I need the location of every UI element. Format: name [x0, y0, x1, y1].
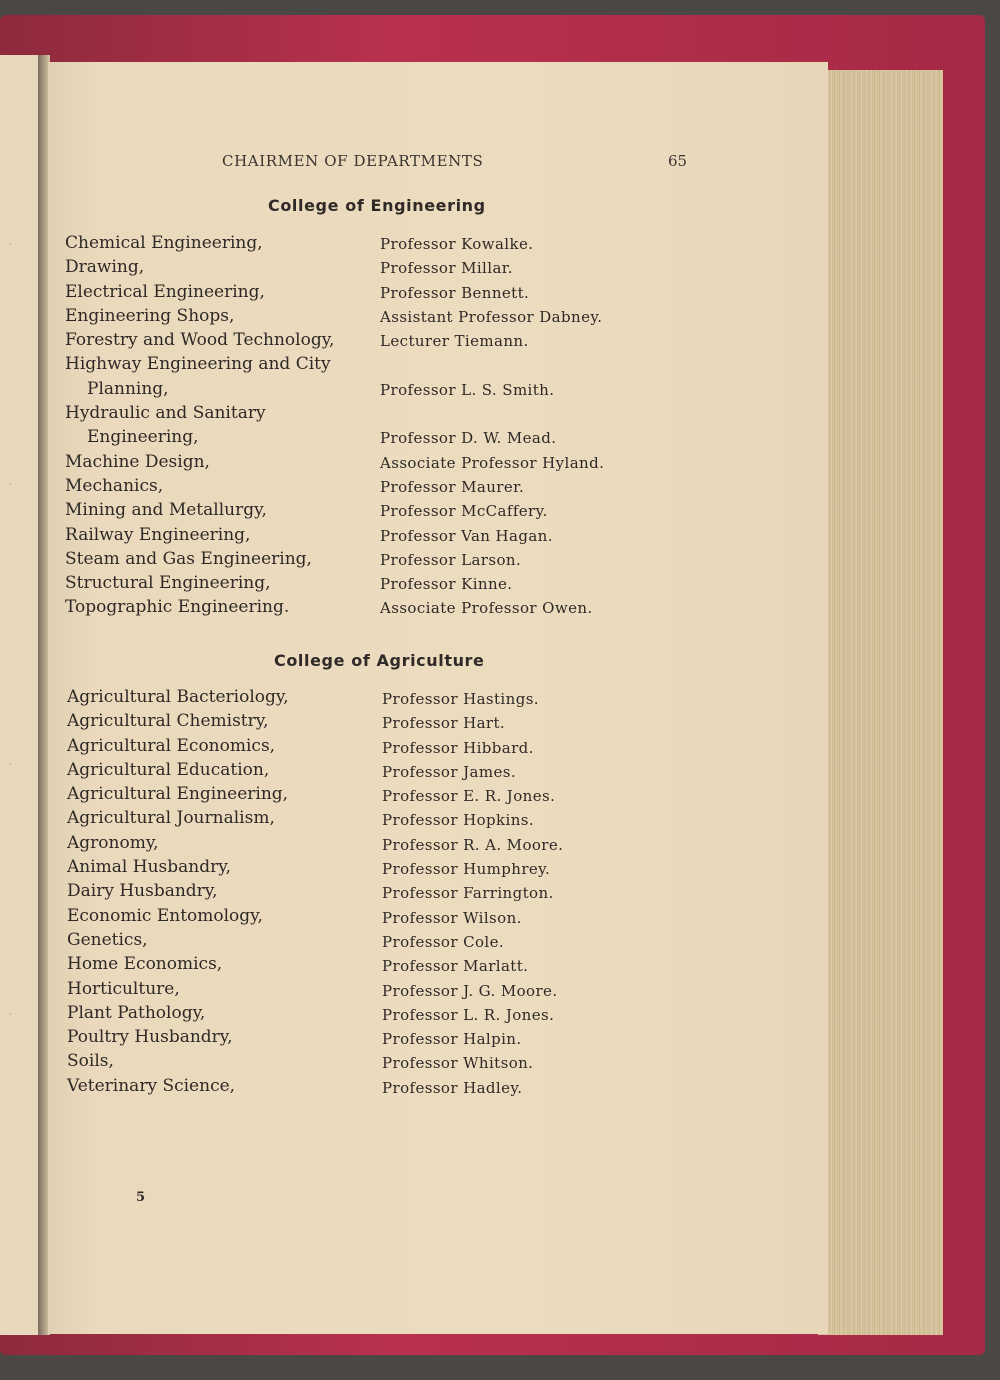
chairman-item: Professor Hibbard.: [382, 738, 534, 757]
chairman-item: Professor James.: [382, 762, 517, 781]
department-item: Dairy Husbandry,: [67, 881, 218, 902]
department-item: Electrical Engineering,: [65, 281, 265, 302]
section-title-engineering: College of Engineering: [268, 196, 486, 215]
department-item: Engineering Shops,: [65, 305, 235, 326]
engineering-departments: [65, 231, 334, 620]
chairman-item: Professor J. G. Moore.: [382, 981, 558, 1000]
department-item: Horticulture,: [67, 978, 180, 999]
chairman-item: Professor D. W. Mead.: [380, 429, 557, 448]
chairman-item: Professor Farrington.: [382, 884, 554, 903]
department-item: Agricultural Chemistry,: [67, 711, 269, 732]
department-item: Railway Engineering,: [65, 524, 251, 545]
department-item: Steam and Gas Engineering,: [65, 548, 312, 569]
department-item: Soils,: [67, 1051, 114, 1072]
running-head: CHAIRMEN OF DEPARTMENTS: [222, 152, 484, 170]
department-item: Mining and Metallurgy,: [65, 500, 267, 521]
chairman-item: Professor Van Hagan.: [380, 526, 553, 545]
chairman-item: Professor Kowalke.: [380, 235, 534, 253]
chairman-item: Professor L. S. Smith.: [380, 380, 555, 399]
department-item: Plant Pathology,: [67, 1002, 206, 1023]
department-item: Agricultural Economics,: [67, 735, 276, 756]
department-item: Machine Design,: [65, 451, 210, 472]
chairman-item: Professor Cole.: [382, 932, 505, 951]
chairman-item: Professor R. A. Moore.: [382, 835, 564, 854]
department-item: Chemical Engineering,: [65, 233, 263, 253]
chairman-item: Associate Professor Hyland.: [380, 453, 605, 472]
department-item: Agricultural Bacteriology,: [67, 687, 289, 707]
section-title-agriculture: College of Agriculture: [274, 651, 485, 670]
department-item: Animal Husbandry,: [67, 857, 231, 878]
chairman-item: Professor McCaffery.: [380, 502, 548, 521]
chairman-item: Professor L. R. Jones.: [382, 1005, 555, 1024]
chairman-item: Professor Hadley.: [382, 1078, 523, 1097]
chairman-item: Professor Hart.: [382, 714, 506, 733]
department-item: Forestry and Wood Technology,: [65, 330, 335, 351]
chairman-item: Lecturer Tiemann.: [380, 332, 529, 351]
chairman-item: Professor Bennett.: [380, 283, 530, 302]
chairman-item: Professor Hastings.: [382, 690, 539, 708]
department-item: Mechanics,: [65, 475, 164, 496]
department-item: Topographic Engineering.: [65, 597, 290, 618]
signature-mark: 5: [136, 1190, 146, 1205]
department-item: Veterinary Science,: [67, 1075, 236, 1096]
department-item: Highway Engineering and City: [65, 354, 331, 375]
department-item: Economic Entomology,: [67, 905, 263, 926]
engineering-chairmen: [380, 232, 604, 621]
chairman-item: Professor Wilson.: [382, 908, 522, 927]
agriculture-chairmen: [382, 687, 563, 1100]
department-item: Structural Engineering,: [65, 573, 271, 594]
chairman-item: Professor Larson.: [380, 550, 522, 569]
chairman-item: Professor Halpin.: [382, 1030, 522, 1049]
page-number: 65: [668, 152, 688, 170]
department-item: Agronomy,: [67, 832, 159, 853]
department-item: Agricultural Education,: [67, 759, 270, 780]
chairman-item: Professor Humphrey.: [382, 860, 551, 879]
chairman-item: Professor Marlatt.: [382, 957, 529, 976]
chairman-item: Professor E. R. Jones.: [382, 787, 556, 806]
department-item: Poultry Husbandry,: [67, 1027, 233, 1048]
page-fore-edge: [818, 70, 943, 1335]
agriculture-departments: [67, 685, 289, 1098]
chairman-item: Associate Professor Owen.: [380, 599, 593, 618]
department-item: Engineering,: [87, 427, 199, 448]
department-item: Home Economics,: [67, 954, 223, 975]
chairman-item: Assistant Professor Dabney.: [380, 307, 603, 326]
department-item: Genetics,: [67, 929, 148, 950]
department-item: Agricultural Engineering,: [67, 784, 289, 805]
chairman-item: Professor Kinne.: [380, 575, 513, 594]
chairman-item: Professor Maurer.: [380, 477, 525, 496]
department-item: Planning,: [87, 378, 169, 399]
chairman-item: Professor Hopkins.: [382, 811, 535, 830]
department-item: Drawing,: [65, 257, 145, 278]
chairman-item: Professor Whitson.: [382, 1054, 534, 1073]
department-item: Hydraulic and Sanitary: [65, 403, 266, 424]
chairman-item: Professor Millar.: [380, 259, 513, 278]
facing-page-edge: · · · ·: [0, 55, 48, 1335]
chairman-item: [380, 353, 604, 377]
chairman-item: [380, 402, 604, 426]
department-item: Agricultural Journalism,: [67, 808, 275, 829]
